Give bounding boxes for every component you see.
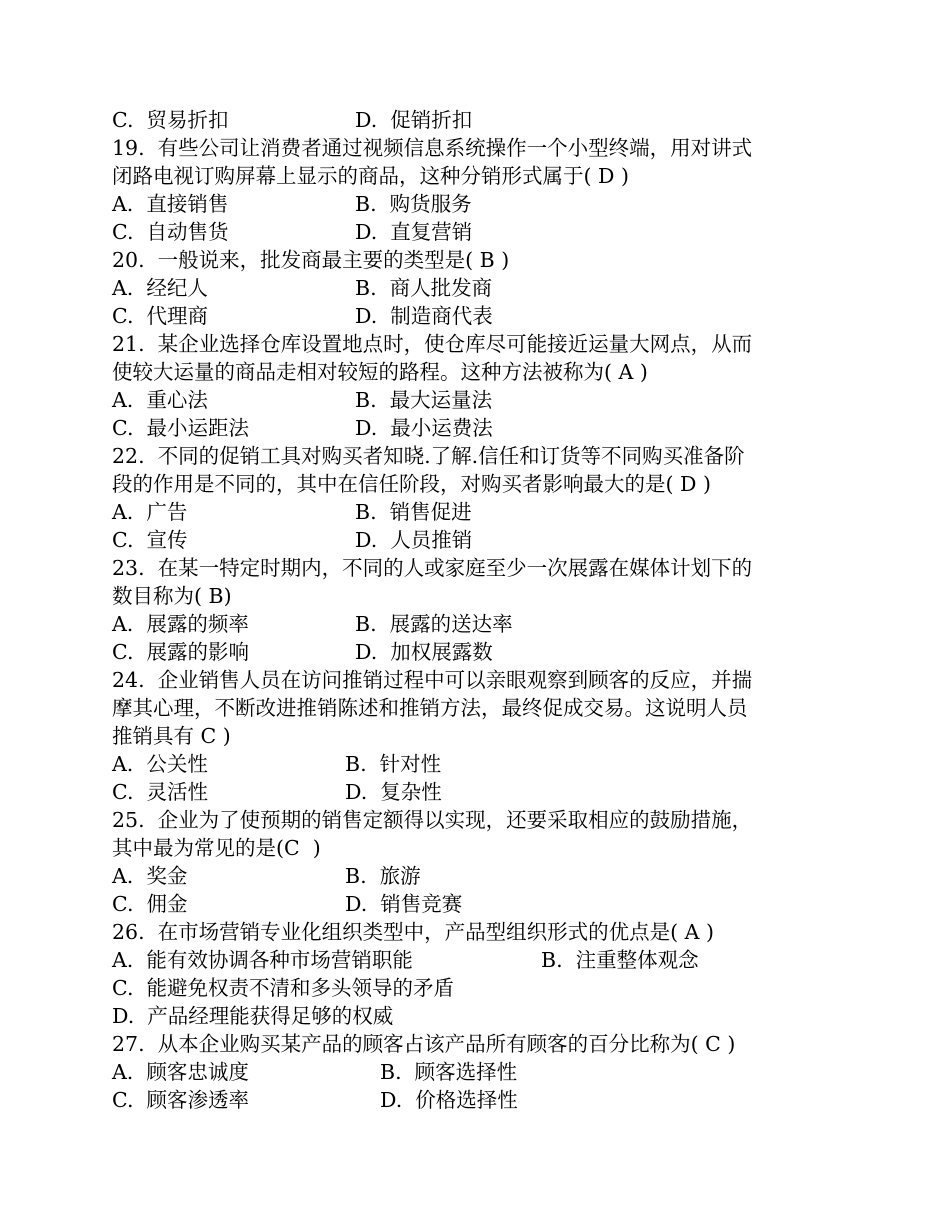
option-left: C. 顾客渗透率 <box>112 1088 250 1112</box>
question-text: 27. 从本企业购买某产品的顾客占该产品所有顾客的百分比称为( C ) <box>112 1032 736 1056</box>
option-right: D. 复杂性 <box>345 780 442 804</box>
question-text: 其中最为常见的是(C ) <box>112 836 321 860</box>
option-left: A. 重心法 <box>112 388 208 412</box>
option-right: D. 促销折扣 <box>355 108 473 132</box>
option-row <box>112 190 842 218</box>
question-text: 闭路电视订购屏幕上显示的商品，这种分销形式属于( D ) <box>112 164 629 188</box>
question-text: 数目称为( B) <box>112 584 232 608</box>
option-row <box>112 778 842 806</box>
option-left: A. 展露的频率 <box>112 612 249 636</box>
option-right: B. 最大运量法 <box>355 388 493 412</box>
option-row <box>112 498 842 526</box>
question-text: 段的作用是不同的，其中在信任阶段，对购买者影响最大的是( D ) <box>112 472 711 496</box>
option-row <box>112 218 842 246</box>
option-right: D. 直复营销 <box>355 220 473 244</box>
option-right: B. 销售促进 <box>355 500 472 524</box>
option-right: D. 最小运费法 <box>355 416 493 440</box>
option-right: D. 制造商代表 <box>355 304 493 328</box>
option-row <box>112 1058 842 1086</box>
option-row <box>112 386 842 414</box>
option-right: B. 购货服务 <box>355 192 472 216</box>
question-text: 25. 企业为了使预期的销售定额得以实现，还要采取相应的鼓励措施， <box>112 808 753 832</box>
option-row <box>112 106 842 134</box>
option-row <box>112 414 842 442</box>
option-left: C. 灵活性 <box>112 780 209 804</box>
option-left: A. 能有效协调各种市场营销职能 <box>112 948 413 972</box>
option-left: A. 奖金 <box>112 864 188 888</box>
option-left: C. 展露的影响 <box>112 640 250 664</box>
question-text: 22. 不同的促销工具对购买者知晓.了解.信任和订货等不同购买准备阶 <box>112 444 745 468</box>
question-text: 26. 在市场营销专业化组织类型中，产品型组织形式的优点是( A ) <box>112 920 714 944</box>
option-row <box>112 946 842 974</box>
document-page <box>112 106 842 1114</box>
option-right: D. 人员推销 <box>355 528 473 552</box>
option-right: B. 注重整体观念 <box>541 948 699 972</box>
option-text: C. 能避免权责不清和多头领导的矛盾 <box>112 976 455 1000</box>
option-left: A. 公关性 <box>112 752 208 776</box>
option-text: D. 产品经理能获得足够的权威 <box>112 1004 394 1028</box>
question-text: 摩其心理，不断改进推销陈述和推销方法，最终促成交易。这说明人员 <box>112 696 748 720</box>
option-left: A. 广告 <box>112 500 188 524</box>
question-text: 使较大运量的商品走相对较短的路程。这种方法被称为( A ) <box>112 360 648 384</box>
option-row <box>112 890 842 918</box>
option-right: B. 商人批发商 <box>355 276 493 300</box>
option-left: A. 直接销售 <box>112 192 229 216</box>
option-left: C. 贸易折扣 <box>112 108 229 132</box>
option-left: C. 最小运距法 <box>112 416 250 440</box>
option-row <box>112 638 842 666</box>
option-row <box>112 302 842 330</box>
question-text: 24. 企业销售人员在访问推销过程中可以亲眼观察到顾客的反应，并揣 <box>112 668 753 692</box>
option-left: C. 代理商 <box>112 304 209 328</box>
question-text: 21. 某企业选择仓库设置地点时，使仓库尽可能接近运量大网点，从而 <box>112 332 753 356</box>
option-left: C. 自动售货 <box>112 220 229 244</box>
option-left: C. 宣传 <box>112 528 188 552</box>
option-row <box>112 1086 842 1114</box>
option-row <box>112 610 842 638</box>
option-right: D. 价格选择性 <box>380 1088 518 1112</box>
option-left: C. 佣金 <box>112 892 188 916</box>
option-left: A. 顾客忠诚度 <box>112 1060 249 1084</box>
option-row <box>112 526 842 554</box>
option-right: B. 展露的送达率 <box>355 612 513 636</box>
question-text: 推销具有 C ) <box>112 724 231 748</box>
option-right: D. 销售竞赛 <box>345 892 463 916</box>
option-row <box>112 274 842 302</box>
option-right: D. 加权展露数 <box>355 640 493 664</box>
option-row <box>112 862 842 890</box>
option-right: B. 旅游 <box>345 864 421 888</box>
question-text: 23. 在某一特定时期内，不同的人或家庭至少一次展露在媒体计划下的 <box>112 556 753 580</box>
question-text: 20. 一般说来，批发商最主要的类型是( B ) <box>112 248 510 272</box>
option-right: B. 针对性 <box>345 752 442 776</box>
option-left: A. 经纪人 <box>112 276 208 300</box>
option-row <box>112 750 842 778</box>
question-text: 19. 有些公司让消费者通过视频信息系统操作一个小型终端，用对讲式 <box>112 136 753 160</box>
option-right: B. 顾客选择性 <box>380 1060 518 1084</box>
